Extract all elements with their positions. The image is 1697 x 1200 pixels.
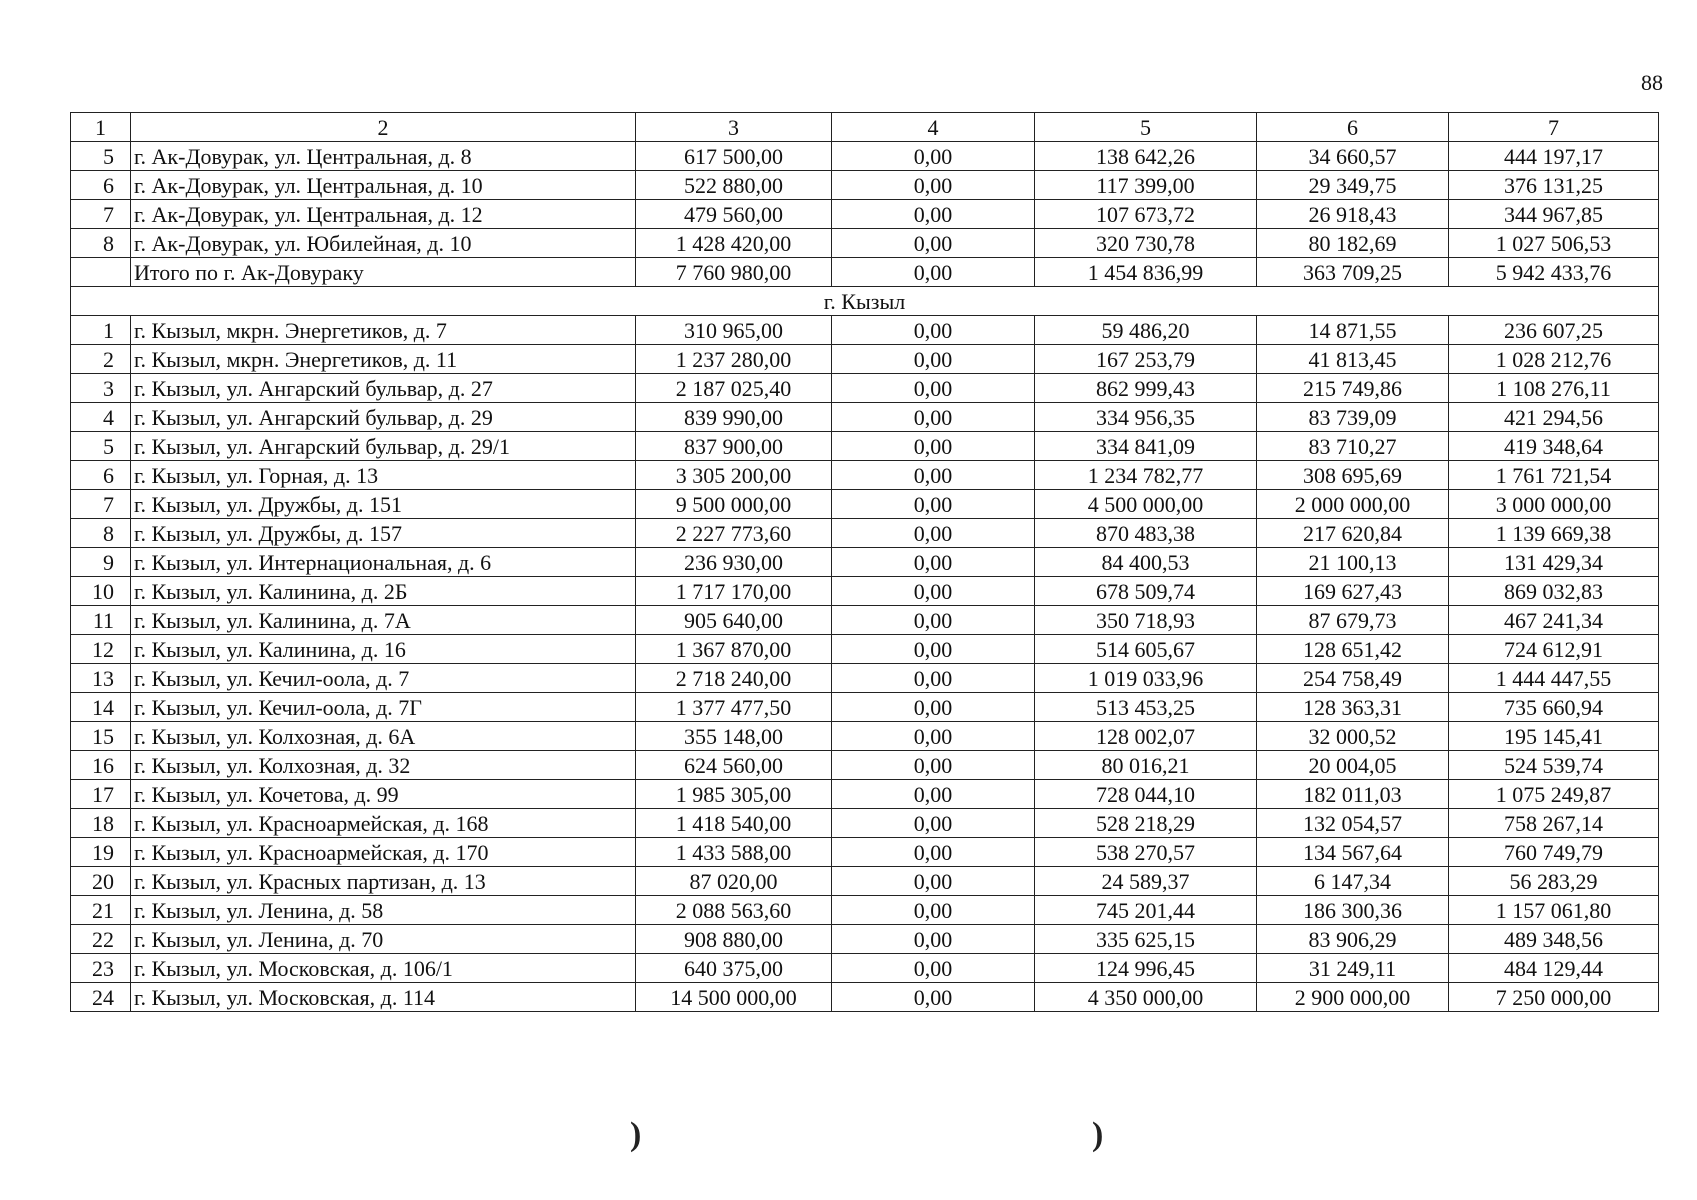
amount-cell: 84 400,53 [1035, 548, 1257, 577]
table-row [71, 374, 1659, 403]
amount-cell: 41 813,45 [1257, 345, 1449, 374]
amount-cell: 320 730,78 [1035, 229, 1257, 258]
amount-cell: 254 758,49 [1257, 664, 1449, 693]
table-row [71, 171, 1659, 200]
amount-cell: 2 000 000,00 [1257, 490, 1449, 519]
amount-cell: 1 717 170,00 [636, 577, 832, 606]
amount-cell: 624 560,00 [636, 751, 832, 780]
row-number-cell: 9 [71, 548, 131, 577]
amount-cell: 80 182,69 [1257, 229, 1449, 258]
address-cell: г. Кызыл, ул. Кечил-оола, д. 7Г [131, 693, 636, 722]
row-number-cell: 20 [71, 867, 131, 896]
amount-cell: 14 500 000,00 [636, 983, 832, 1012]
table-body [71, 113, 1659, 1012]
address-cell: г. Кызыл, ул. Кочетова, д. 99 [131, 780, 636, 809]
address-cell: г. Кызыл, ул. Ангарский бульвар, д. 29 [131, 403, 636, 432]
amount-cell: 5 942 433,76 [1449, 258, 1659, 287]
address-cell: г. Кызыл, ул. Колхозная, д. 32 [131, 751, 636, 780]
address-cell: г. Кызыл, ул. Московская, д. 114 [131, 983, 636, 1012]
row-number-cell: 6 [71, 461, 131, 490]
amount-cell: 869 032,83 [1449, 577, 1659, 606]
row-number-cell: 23 [71, 954, 131, 983]
amount-cell: 1 761 721,54 [1449, 461, 1659, 490]
row-number-cell: 22 [71, 925, 131, 954]
amount-cell: 1 367 870,00 [636, 635, 832, 664]
address-cell: г. Кызыл, ул. Ангарский бульвар, д. 27 [131, 374, 636, 403]
row-number-cell: 19 [71, 838, 131, 867]
address-cell: г. Кызыл, ул. Красноармейская, д. 170 [131, 838, 636, 867]
amount-cell: 513 453,25 [1035, 693, 1257, 722]
amount-cell: 640 375,00 [636, 954, 832, 983]
row-number-cell: 15 [71, 722, 131, 751]
column-number-cell: 5 [1035, 113, 1257, 142]
table-row [71, 954, 1659, 983]
amount-cell: 2 900 000,00 [1257, 983, 1449, 1012]
row-number-cell: 8 [71, 229, 131, 258]
column-number-cell: 1 [71, 113, 131, 142]
amount-cell: 131 429,34 [1449, 548, 1659, 577]
address-cell: г. Кызыл, ул. Красных партизан, д. 13 [131, 867, 636, 896]
amount-cell: 0,00 [832, 664, 1035, 693]
row-number-cell: 7 [71, 200, 131, 229]
row-number-cell: 3 [71, 374, 131, 403]
amount-cell: 0,00 [832, 432, 1035, 461]
row-number-cell: 4 [71, 403, 131, 432]
amount-cell: 2 187 025,40 [636, 374, 832, 403]
amount-cell: 186 300,36 [1257, 896, 1449, 925]
amount-cell: 0,00 [832, 374, 1035, 403]
amount-cell: 59 486,20 [1035, 316, 1257, 345]
amount-cell: 334 956,35 [1035, 403, 1257, 432]
table-row [71, 983, 1659, 1012]
amount-cell: 724 612,91 [1449, 635, 1659, 664]
amount-cell: 1 428 420,00 [636, 229, 832, 258]
row-number-cell: 12 [71, 635, 131, 664]
amount-cell: 1 454 836,99 [1035, 258, 1257, 287]
amount-cell: 363 709,25 [1257, 258, 1449, 287]
amount-cell: 1 444 447,55 [1449, 664, 1659, 693]
amount-cell: 355 148,00 [636, 722, 832, 751]
amount-cell: 0,00 [832, 548, 1035, 577]
row-number-cell: 7 [71, 490, 131, 519]
address-cell: г. Кызыл, ул. Горная, д. 13 [131, 461, 636, 490]
amount-cell: 0,00 [832, 867, 1035, 896]
amount-cell: 29 349,75 [1257, 171, 1449, 200]
amount-cell: 4 350 000,00 [1035, 983, 1257, 1012]
amount-cell: 0,00 [832, 896, 1035, 925]
row-number-cell: 13 [71, 664, 131, 693]
amount-cell: 215 749,86 [1257, 374, 1449, 403]
amount-cell: 1 237 280,00 [636, 345, 832, 374]
amount-cell: 182 011,03 [1257, 780, 1449, 809]
row-number-cell: 18 [71, 809, 131, 838]
amount-cell: 837 900,00 [636, 432, 832, 461]
amount-cell: 0,00 [832, 490, 1035, 519]
amount-cell: 444 197,17 [1449, 142, 1659, 171]
address-cell: г. Кызыл, ул. Московская, д. 106/1 [131, 954, 636, 983]
amount-cell: 14 871,55 [1257, 316, 1449, 345]
amount-cell: 0,00 [832, 461, 1035, 490]
table-row [71, 722, 1659, 751]
table-row [71, 229, 1659, 258]
column-number-row [71, 113, 1659, 142]
row-number-cell [71, 258, 131, 287]
amount-cell: 128 002,07 [1035, 722, 1257, 751]
row-number-cell: 6 [71, 171, 131, 200]
amount-cell: 0,00 [832, 345, 1035, 374]
amount-cell: 2 718 240,00 [636, 664, 832, 693]
amount-cell: 524 539,74 [1449, 751, 1659, 780]
row-number-cell: 24 [71, 983, 131, 1012]
table-row [71, 490, 1659, 519]
address-cell: г. Кызыл, ул. Ленина, д. 58 [131, 896, 636, 925]
amount-cell: 21 100,13 [1257, 548, 1449, 577]
handwritten-mark: ) [630, 1116, 642, 1153]
amount-cell: 87 020,00 [636, 867, 832, 896]
amount-cell: 83 906,29 [1257, 925, 1449, 954]
row-number-cell: 17 [71, 780, 131, 809]
amount-cell: 839 990,00 [636, 403, 832, 432]
amount-cell: 1 234 782,77 [1035, 461, 1257, 490]
amount-cell: 745 201,44 [1035, 896, 1257, 925]
row-number-cell: 5 [71, 142, 131, 171]
table-row [71, 403, 1659, 432]
section-heading-row [71, 287, 1659, 316]
amount-cell: 217 620,84 [1257, 519, 1449, 548]
address-cell: г. Кызыл, ул. Калинина, д. 2Б [131, 577, 636, 606]
amount-cell: 1 075 249,87 [1449, 780, 1659, 809]
amount-cell: 334 841,09 [1035, 432, 1257, 461]
row-number-cell: 14 [71, 693, 131, 722]
amount-cell: 617 500,00 [636, 142, 832, 171]
amount-cell: 484 129,44 [1449, 954, 1659, 983]
amount-cell: 0,00 [832, 954, 1035, 983]
amount-cell: 1 139 669,38 [1449, 519, 1659, 548]
amount-cell: 908 880,00 [636, 925, 832, 954]
amount-cell: 0,00 [832, 693, 1035, 722]
amount-cell: 905 640,00 [636, 606, 832, 635]
amount-cell: 728 044,10 [1035, 780, 1257, 809]
address-cell: г. Ак-Довурак, ул. Центральная, д. 12 [131, 200, 636, 229]
amount-cell: 0,00 [832, 200, 1035, 229]
amount-cell: 514 605,67 [1035, 635, 1257, 664]
amount-cell: 0,00 [832, 229, 1035, 258]
amount-cell: 195 145,41 [1449, 722, 1659, 751]
amount-cell: 107 673,72 [1035, 200, 1257, 229]
amount-cell: 24 589,37 [1035, 867, 1257, 896]
amount-cell: 6 147,34 [1257, 867, 1449, 896]
address-cell: Итого по г. Ак-Довураку [131, 258, 636, 287]
amount-cell: 128 363,31 [1257, 693, 1449, 722]
amount-cell: 1 108 276,11 [1449, 374, 1659, 403]
row-number-cell: 2 [71, 345, 131, 374]
amount-cell: 83 710,27 [1257, 432, 1449, 461]
amount-cell: 0,00 [832, 635, 1035, 664]
amount-cell: 0,00 [832, 838, 1035, 867]
amount-cell: 87 679,73 [1257, 606, 1449, 635]
amount-cell: 3 305 200,00 [636, 461, 832, 490]
amount-cell: 0,00 [832, 142, 1035, 171]
amount-cell: 26 918,43 [1257, 200, 1449, 229]
amount-cell: 0,00 [832, 722, 1035, 751]
address-cell: г. Кызыл, ул. Ленина, д. 70 [131, 925, 636, 954]
table-row [71, 432, 1659, 461]
amount-cell: 538 270,57 [1035, 838, 1257, 867]
amount-cell: 0,00 [832, 983, 1035, 1012]
row-number-cell: 10 [71, 577, 131, 606]
amount-cell: 169 627,43 [1257, 577, 1449, 606]
amount-cell: 522 880,00 [636, 171, 832, 200]
data-table [70, 112, 1659, 1012]
address-cell: г. Кызыл, ул. Интернациональная, д. 6 [131, 548, 636, 577]
amount-cell: 0,00 [832, 258, 1035, 287]
table-row [71, 461, 1659, 490]
amount-cell: 34 660,57 [1257, 142, 1449, 171]
amount-cell: 2 088 563,60 [636, 896, 832, 925]
amount-cell: 310 965,00 [636, 316, 832, 345]
amount-cell: 0,00 [832, 751, 1035, 780]
column-number-cell: 6 [1257, 113, 1449, 142]
amount-cell: 421 294,56 [1449, 403, 1659, 432]
table-row [71, 925, 1659, 954]
row-number-cell: 1 [71, 316, 131, 345]
address-cell: г. Кызыл, ул. Дружбы, д. 157 [131, 519, 636, 548]
amount-cell: 128 651,42 [1257, 635, 1449, 664]
address-cell: г. Кызыл, ул. Ангарский бульвар, д. 29/1 [131, 432, 636, 461]
row-number-cell: 16 [71, 751, 131, 780]
amount-cell: 1 985 305,00 [636, 780, 832, 809]
amount-cell: 758 267,14 [1449, 809, 1659, 838]
address-cell: г. Кызыл, ул. Дружбы, д. 151 [131, 490, 636, 519]
amount-cell: 3 000 000,00 [1449, 490, 1659, 519]
amount-cell: 870 483,38 [1035, 519, 1257, 548]
table-row [71, 635, 1659, 664]
table-row [71, 809, 1659, 838]
section-title: г. Кызыл [71, 287, 1659, 316]
row-number-cell: 8 [71, 519, 131, 548]
amount-cell: 4 500 000,00 [1035, 490, 1257, 519]
amount-cell: 20 004,05 [1257, 751, 1449, 780]
amount-cell: 528 218,29 [1035, 809, 1257, 838]
table-row [71, 896, 1659, 925]
table-row [71, 867, 1659, 896]
column-number-cell: 4 [832, 113, 1035, 142]
address-cell: г. Кызыл, ул. Колхозная, д. 6А [131, 722, 636, 751]
table-row [71, 258, 1659, 287]
table-row [71, 751, 1659, 780]
address-cell: г. Ак-Довурак, ул. Центральная, д. 8 [131, 142, 636, 171]
row-number-cell: 21 [71, 896, 131, 925]
amount-cell: 0,00 [832, 606, 1035, 635]
table-row [71, 345, 1659, 374]
table-row [71, 664, 1659, 693]
address-cell: г. Кызыл, ул. Кечил-оола, д. 7 [131, 664, 636, 693]
amount-cell: 335 625,15 [1035, 925, 1257, 954]
amount-cell: 0,00 [832, 316, 1035, 345]
amount-cell: 2 227 773,60 [636, 519, 832, 548]
amount-cell: 236 930,00 [636, 548, 832, 577]
amount-cell: 138 642,26 [1035, 142, 1257, 171]
amount-cell: 1 027 506,53 [1449, 229, 1659, 258]
amount-cell: 0,00 [832, 577, 1035, 606]
address-cell: г. Кызыл, ул. Красноармейская, д. 168 [131, 809, 636, 838]
amount-cell: 344 967,85 [1449, 200, 1659, 229]
amount-cell: 0,00 [832, 171, 1035, 200]
table-row [71, 519, 1659, 548]
table-row [71, 548, 1659, 577]
amount-cell: 1 377 477,50 [636, 693, 832, 722]
amount-cell: 32 000,52 [1257, 722, 1449, 751]
amount-cell: 479 560,00 [636, 200, 832, 229]
table-row [71, 693, 1659, 722]
amount-cell: 124 996,45 [1035, 954, 1257, 983]
amount-cell: 1 433 588,00 [636, 838, 832, 867]
table-row [71, 142, 1659, 171]
address-cell: г. Кызыл, мкрн. Энергетиков, д. 7 [131, 316, 636, 345]
amount-cell: 134 567,64 [1257, 838, 1449, 867]
amount-cell: 7 760 980,00 [636, 258, 832, 287]
amount-cell: 0,00 [832, 809, 1035, 838]
amount-cell: 236 607,25 [1449, 316, 1659, 345]
amount-cell: 0,00 [832, 780, 1035, 809]
amount-cell: 56 283,29 [1449, 867, 1659, 896]
amount-cell: 760 749,79 [1449, 838, 1659, 867]
amount-cell: 1 157 061,80 [1449, 896, 1659, 925]
handwritten-mark: ) [1092, 1116, 1104, 1153]
table-row [71, 316, 1659, 345]
address-cell: г. Ак-Довурак, ул. Юбилейная, д. 10 [131, 229, 636, 258]
amount-cell: 132 054,57 [1257, 809, 1449, 838]
amount-cell: 308 695,69 [1257, 461, 1449, 490]
amount-cell: 350 718,93 [1035, 606, 1257, 635]
amount-cell: 0,00 [832, 403, 1035, 432]
table-row [71, 780, 1659, 809]
table-row [71, 200, 1659, 229]
amount-cell: 167 253,79 [1035, 345, 1257, 374]
amount-cell: 31 249,11 [1257, 954, 1449, 983]
amount-cell: 9 500 000,00 [636, 490, 832, 519]
table-row [71, 838, 1659, 867]
column-number-cell: 3 [636, 113, 832, 142]
column-number-cell: 2 [131, 113, 636, 142]
amount-cell: 1 028 212,76 [1449, 345, 1659, 374]
amount-cell: 1 418 540,00 [636, 809, 832, 838]
amount-cell: 0,00 [832, 925, 1035, 954]
amount-cell: 467 241,34 [1449, 606, 1659, 635]
amount-cell: 80 016,21 [1035, 751, 1257, 780]
amount-cell: 376 131,25 [1449, 171, 1659, 200]
row-number-cell: 11 [71, 606, 131, 635]
address-cell: г. Ак-Довурак, ул. Центральная, д. 10 [131, 171, 636, 200]
row-number-cell: 5 [71, 432, 131, 461]
amount-cell: 735 660,94 [1449, 693, 1659, 722]
amount-cell: 489 348,56 [1449, 925, 1659, 954]
table-row [71, 577, 1659, 606]
amount-cell: 862 999,43 [1035, 374, 1257, 403]
amount-cell: 419 348,64 [1449, 432, 1659, 461]
amount-cell: 83 739,09 [1257, 403, 1449, 432]
amount-cell: 0,00 [832, 519, 1035, 548]
address-cell: г. Кызыл, ул. Калинина, д. 7А [131, 606, 636, 635]
address-cell: г. Кызыл, ул. Калинина, д. 16 [131, 635, 636, 664]
amount-cell: 117 399,00 [1035, 171, 1257, 200]
amount-cell: 7 250 000,00 [1449, 983, 1659, 1012]
amount-cell: 1 019 033,96 [1035, 664, 1257, 693]
page-number: 88 [1641, 70, 1663, 95]
table-row [71, 606, 1659, 635]
column-number-cell: 7 [1449, 113, 1659, 142]
amount-cell: 678 509,74 [1035, 577, 1257, 606]
address-cell: г. Кызыл, мкрн. Энергетиков, д. 11 [131, 345, 636, 374]
